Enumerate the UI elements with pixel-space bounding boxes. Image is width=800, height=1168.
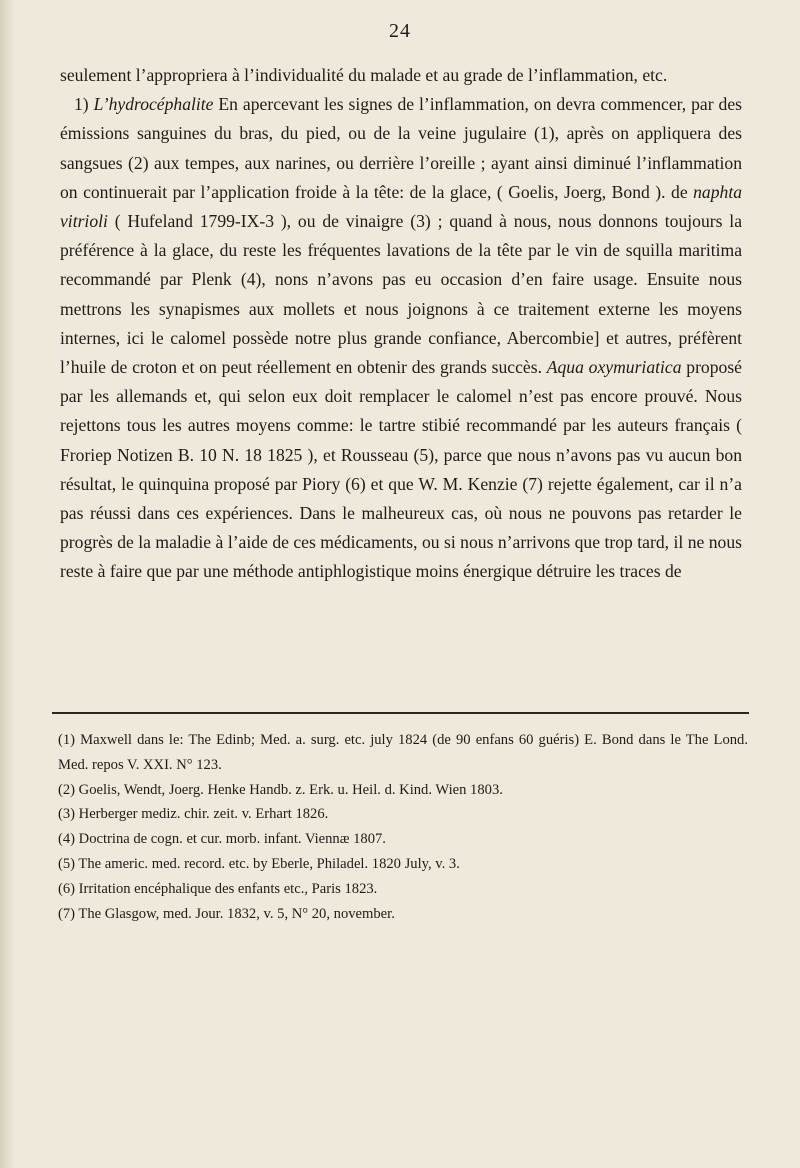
- footnotes: [58, 728, 748, 926]
- footnote-4: (4) Doctrina de cogn. et cur. morb. infant. Viennæ 1807.: [58, 831, 386, 848]
- footnote-3: (3) Herberger mediz. chir. zeit. v. Erhart 1826.: [58, 806, 329, 823]
- page-number: 24: [389, 20, 411, 42]
- footnote-5: (5) The americ. med. record. etc. by Eberle, Philadel. 1820 July, v. 3.: [58, 855, 460, 872]
- footnote-2: (2) Goelis, Wendt, Joerg. Henke Handb. z. Erk. u. Heil. d. Kind. Wien 1803.: [58, 781, 503, 798]
- paragraph-text-2: ( Hufeland 1799-IX-3 ), ou de vinaigre (3) ; quand à nous, nous donnons toujours la préférence à la glace, du reste les fréquentes lavations de la tête par le vin de squilla maritima recommandé par Plenk (4), nons n’avons pas eu occasion d’en faire usage. Ensuite nous mettrons les synapismes aux mollets et nous joignons à ce traitement externe les moyens internes, ici le calomel possède notre plus grande confiance, Abercombie] et autres, préfèrent l’huile de croton et on peut réellement en obtenir des grands succès.: [60, 211, 742, 378]
- section-marker: 1): [74, 94, 89, 115]
- paragraph-continuation: seulement l’appropriera à l’individualité du malade et au grade de l’inflammation, etc.: [60, 65, 668, 85]
- paragraph-text-1: En apercevant les signes de l’inflammation, on devra commencer, par des émissions sanguines du bras, du pied, ou de la veine jugulaire (1), après on appliquera des sangsues (2) aux tempes, aux narines, ou derrière l’oreille ; ayant ainsi diminué l’inflammation on continuerait par l’application froide à la tête: de la glace, ( Goelis, Joerg, Bond ). de: [60, 94, 742, 202]
- paragraph-text-3: proposé par les allemands et, qui selon eux doit remplacer le calomel n’est pas encore prouvé. Nous rejettons tous les autres moyens comme: le tartre stibié recommandé par les auteurs français ( Froriep Notizen B. 10 N. 18 1825 ), et Rousseau (5), parce que nous n’avons pas vu aucun bon résultat, le quinquina proposé par Piory (6) et que W. M. Kenzie (7) rejette également, car il n’a pas réussi dans ces expériences. Dans le malheureux cas, où nous ne pouvons pas retarder le progrès de la maladie à l’aide de ces médicaments, ou si nous n’arrivons que trop tard, il ne nous reste à faire que par une méthode antiphlogistique moins énergique détruire les traces de: [60, 357, 742, 582]
- footnote-1: (1) Maxwell dans le: The Edinb; Med. a. surg. etc. july 1824 (de 90 enfans 60 guéris) E. Bond dans le The Lond. Med. repos V. XXI. N° 123.: [58, 732, 748, 773]
- main-text: [60, 61, 742, 587]
- italic-term-naphta: naphta vitrioli: [60, 181, 742, 232]
- paragraph-hydrocephalite: [60, 90, 742, 586]
- footnote-6: (6) Irritation encéphalique des enfants etc., Paris 1823.: [58, 880, 378, 897]
- page-edge-shadow: [0, 0, 14, 1168]
- footnote-separator: [52, 712, 749, 714]
- section-title: L’hydrocéphalite: [93, 94, 214, 115]
- footnote-7: (7) The Glasgow, med. Jour. 1832, v. 5, N° 20, november.: [58, 905, 395, 922]
- italic-term-aqua: Aqua oxymuriatica: [546, 357, 682, 378]
